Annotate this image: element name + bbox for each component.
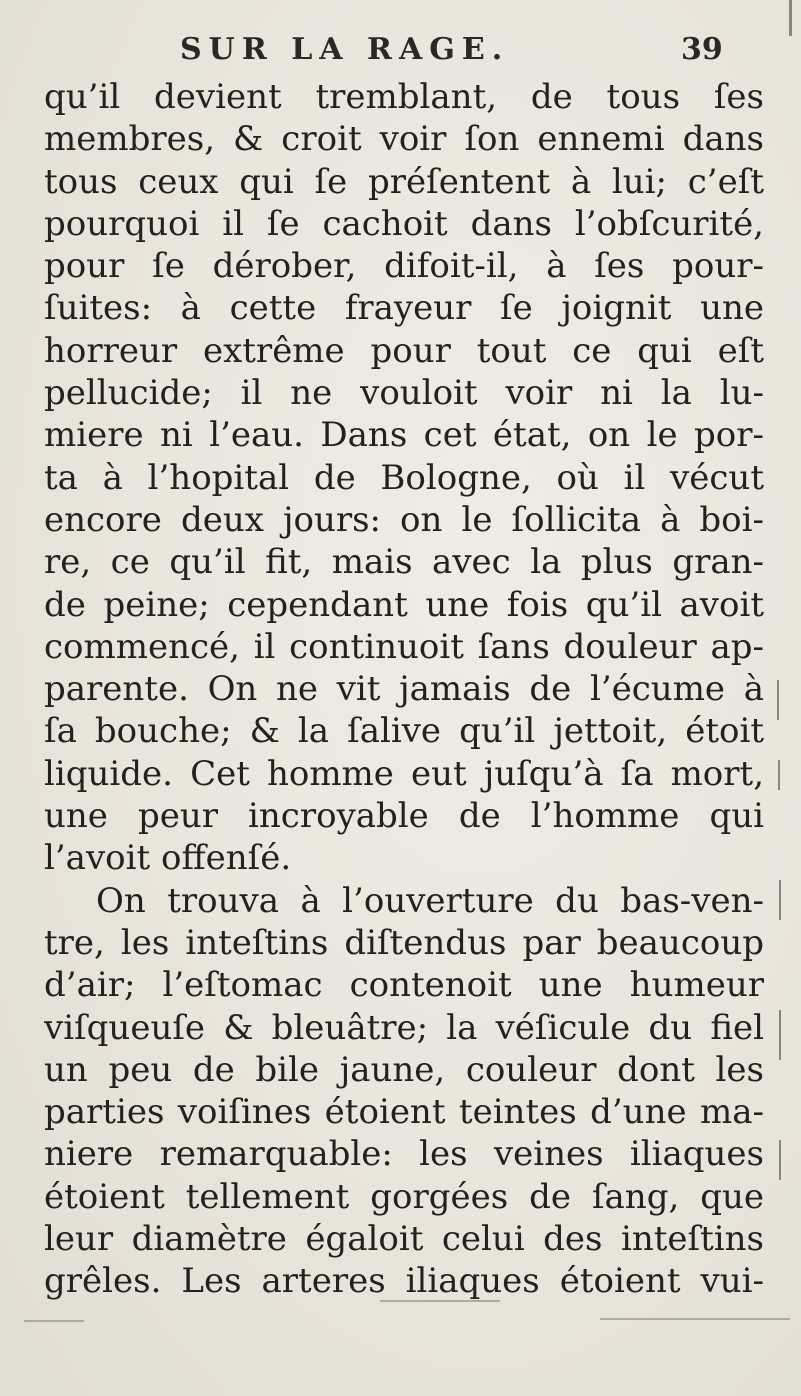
scan-bottom-smudge <box>24 1320 84 1322</box>
scan-bottom-smudge <box>600 1318 790 1320</box>
text-line: leur diamètre égaloit celui des inteſtins <box>44 1219 764 1260</box>
text-line: ta à l’hopital de Bologne, où il vécut <box>44 457 764 498</box>
scan-edge-mark <box>779 1010 781 1060</box>
text-line: qu’il devient tremblant, de tous ſes <box>44 77 764 117</box>
text-line: d’air; l’eſtomac contenoit une humeur <box>44 965 764 1006</box>
text-line: grêles. Les arteres iliaques étoient vui- <box>44 1261 764 1302</box>
text-line: miere ni l’eau. Dans cet état, on le por- <box>44 415 764 456</box>
text-line: pourquoi il ſe cachoit dans l’obſcurité, <box>44 203 764 244</box>
text-line: ſa bouche; & la ſalive qu’il jettoit, étoit <box>44 711 764 752</box>
scan-edge-mark <box>789 0 792 36</box>
scan-bottom-smudge <box>380 1300 500 1302</box>
text-line: parente. On ne vit jamais de l’écume à <box>44 669 764 710</box>
text-line: membres, & croit voir ſon ennemi dans <box>44 119 764 160</box>
running-title: SUR LA RAGE. <box>180 32 510 67</box>
text-line: viſqueuſe & bleuâtre; la véſicule du fiel <box>44 1007 764 1048</box>
text-line: étoient tellement gorgées de ſang, que <box>44 1176 764 1217</box>
paragraph-start-line: On trouva à l’ouverture du bas-ven- <box>96 880 764 921</box>
scan-edge-mark <box>779 880 781 920</box>
page-header <box>0 28 801 74</box>
text-line: encore deux jours: on le ſollicita à boi- <box>44 499 764 540</box>
body-text <box>44 76 764 1303</box>
text-line: un peu de bile jaune, couleur dont les <box>44 1049 764 1090</box>
text-line: commencé, il continuoit ſans douleur ap- <box>44 626 764 667</box>
scan-edge-mark <box>777 680 779 720</box>
text-line: de peine; cependant une fois qu’il avoit <box>44 584 764 625</box>
text-line: niere remarquable: les veines iliaques <box>44 1134 764 1175</box>
text-line: ſuites: à cette frayeur ſe joignit une <box>44 288 764 329</box>
text-line: une peur incroyable de l’homme qui <box>44 796 764 837</box>
text-line: liquide. Cet homme eut juſqu’à ſa mort, <box>44 753 764 794</box>
scan-edge-mark <box>779 1140 781 1180</box>
text-line: parties voiſines étoient teintes d’une ma- <box>44 1092 764 1133</box>
page-number: 39 <box>681 32 723 67</box>
text-line: l’avoit offenſé. <box>44 838 292 879</box>
text-line: re, ce qu’il fit, mais avec la plus gran- <box>44 542 764 583</box>
scan-edge-mark <box>778 760 780 790</box>
text-line: pour ſe dérober, difoit-il, à ſes pour- <box>44 246 764 287</box>
text-line: tous ceux qui ſe préſentent à lui; c’eſt <box>44 161 764 202</box>
text-line: horreur extrême pour tout ce qui eſt <box>44 330 764 371</box>
text-line: tre, les inteſtins diſtendus par beaucoup <box>44 922 764 963</box>
text-line: pellucide; il ne vouloit voir ni la lu- <box>44 373 764 414</box>
